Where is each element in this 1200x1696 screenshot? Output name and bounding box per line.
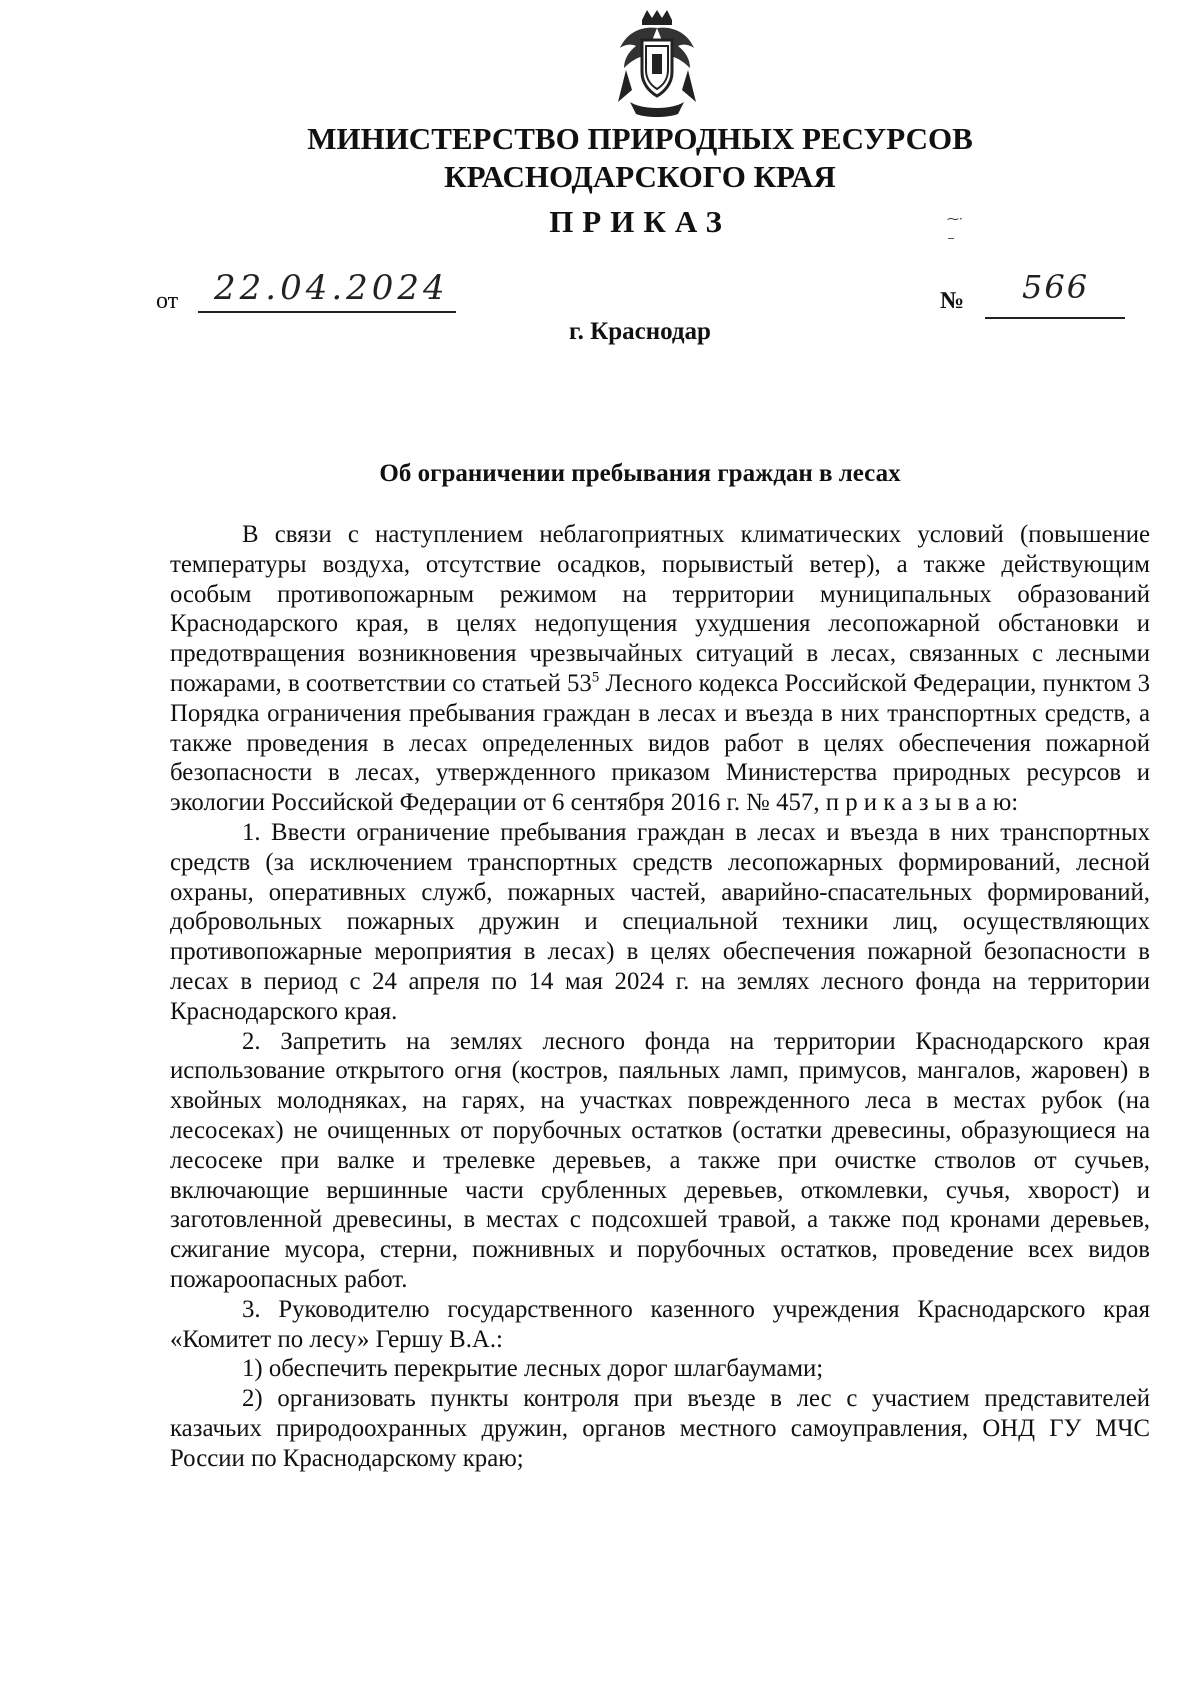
item-3-2: 2) организовать пункты контроля при въезде в лес с участием представителей казачьих природоохранных дружин, органов местного самоуправления, ОНД ГУ МЧС России по Краснодарскому краю; <box>170 1385 1150 1472</box>
number-handwritten: 566 <box>1022 268 1090 306</box>
document-title: Об ограничении пребывания граждан в лесах <box>379 460 901 487</box>
article-superscript: 5 <box>591 669 600 686</box>
ministry-name-line2: КРАСНОДАРСКОГО КРАЯ <box>444 159 836 194</box>
city: г. Краснодар <box>569 318 711 345</box>
item-1: 1. Ввести ограничение пребывания граждан в лесах и въезда в них транспортных средств (за исключением транспортных средств лесопожарных формирований, лесной охраны, оперативных служб, пожарных частей, аварийно-спасательных формирований, добровольных пожарных дружин и специальной техники лиц, осуществляющих противопожарные мероприятия в лесах) в целях обеспечения пожарной безопасности в лесах в период с 24 апреля по 14 мая 2024 г. на землях лесного фонда на территории Краснодарского края. <box>170 818 1150 1025</box>
date-handwritten: 22.04.2024 <box>214 268 449 308</box>
item-2: 2. Запретить на землях лесного фонда на территории Краснодарского края использование открытого огня (костров, паяльных ламп, примусов, мангалов, жаровен) в хвойных молодняках, на гарях, на участках поврежденного леса в местах рубок (на лесосеках) не очищенных от порубочных остатков (остатки древесины, образующиеся на лесосеке при валке и трелевке деревьев, а также при очистке стволов от сучьев, включающие вершинные части срубленных деревьев, откомлевки, сучья, хворост) и заготовленной древесины, в местах с подсохшей травой, а также под кронами деревьев, сжигание мусора, стерни, пожнивных и порубочных остатков, проведение всех видов пожароопасных работ. <box>170 1027 1150 1293</box>
document-type: ПРИКАЗ <box>549 204 731 239</box>
coat-of-arms-icon <box>612 10 702 118</box>
scan-artifact-dash <box>948 238 954 239</box>
item-3-1: 1) обеспечить перекрытие лесных дорог шлагбаумами; <box>242 1355 824 1383</box>
date-label: от <box>156 288 179 314</box>
ministry-name-line1: МИНИСТЕРСТВО ПРИРОДНЫХ РЕСУРСОВ <box>307 121 973 156</box>
scan-artifact: ⁓· <box>947 212 963 226</box>
date-underline <box>198 311 456 313</box>
item-3: 3. Руководителю государственного казенного учреждения Краснодарского края «Комитет по лесу» Гершу В.А.: <box>170 1295 1150 1353</box>
document-body <box>170 520 1150 1474</box>
intro-paragraph: В связи с наступлением неблагоприятных климатических условий (повышение температуры воздуха, отсутствие осадков, порывистый ветер), а также действующим особым противопожарным режимом на территории муниципальных образований Краснодарского края, в целях недопущения ухудшения лесопожарной обстановки и предотвращения возникновения чрезвычайных ситуаций в лесах, связанных с лесными пожарами, в соответствии со статьей $53^5$ Лесного кодекса Российской Федерации, пунктом 3 Порядка ограничения пребывания граждан в лесах и въезда в них транспортных средств, а также проведения в лесах определенных видов работ в целях обеспечения пожарной безопасности в лесах, утвержденного приказом Министерства природных ресурсов и экологии Российской Федерации от 6 сентября 2016 г. № 457, п р и к а з ы в а ю: <box>170 521 1150 817</box>
number-label: № <box>940 288 965 314</box>
